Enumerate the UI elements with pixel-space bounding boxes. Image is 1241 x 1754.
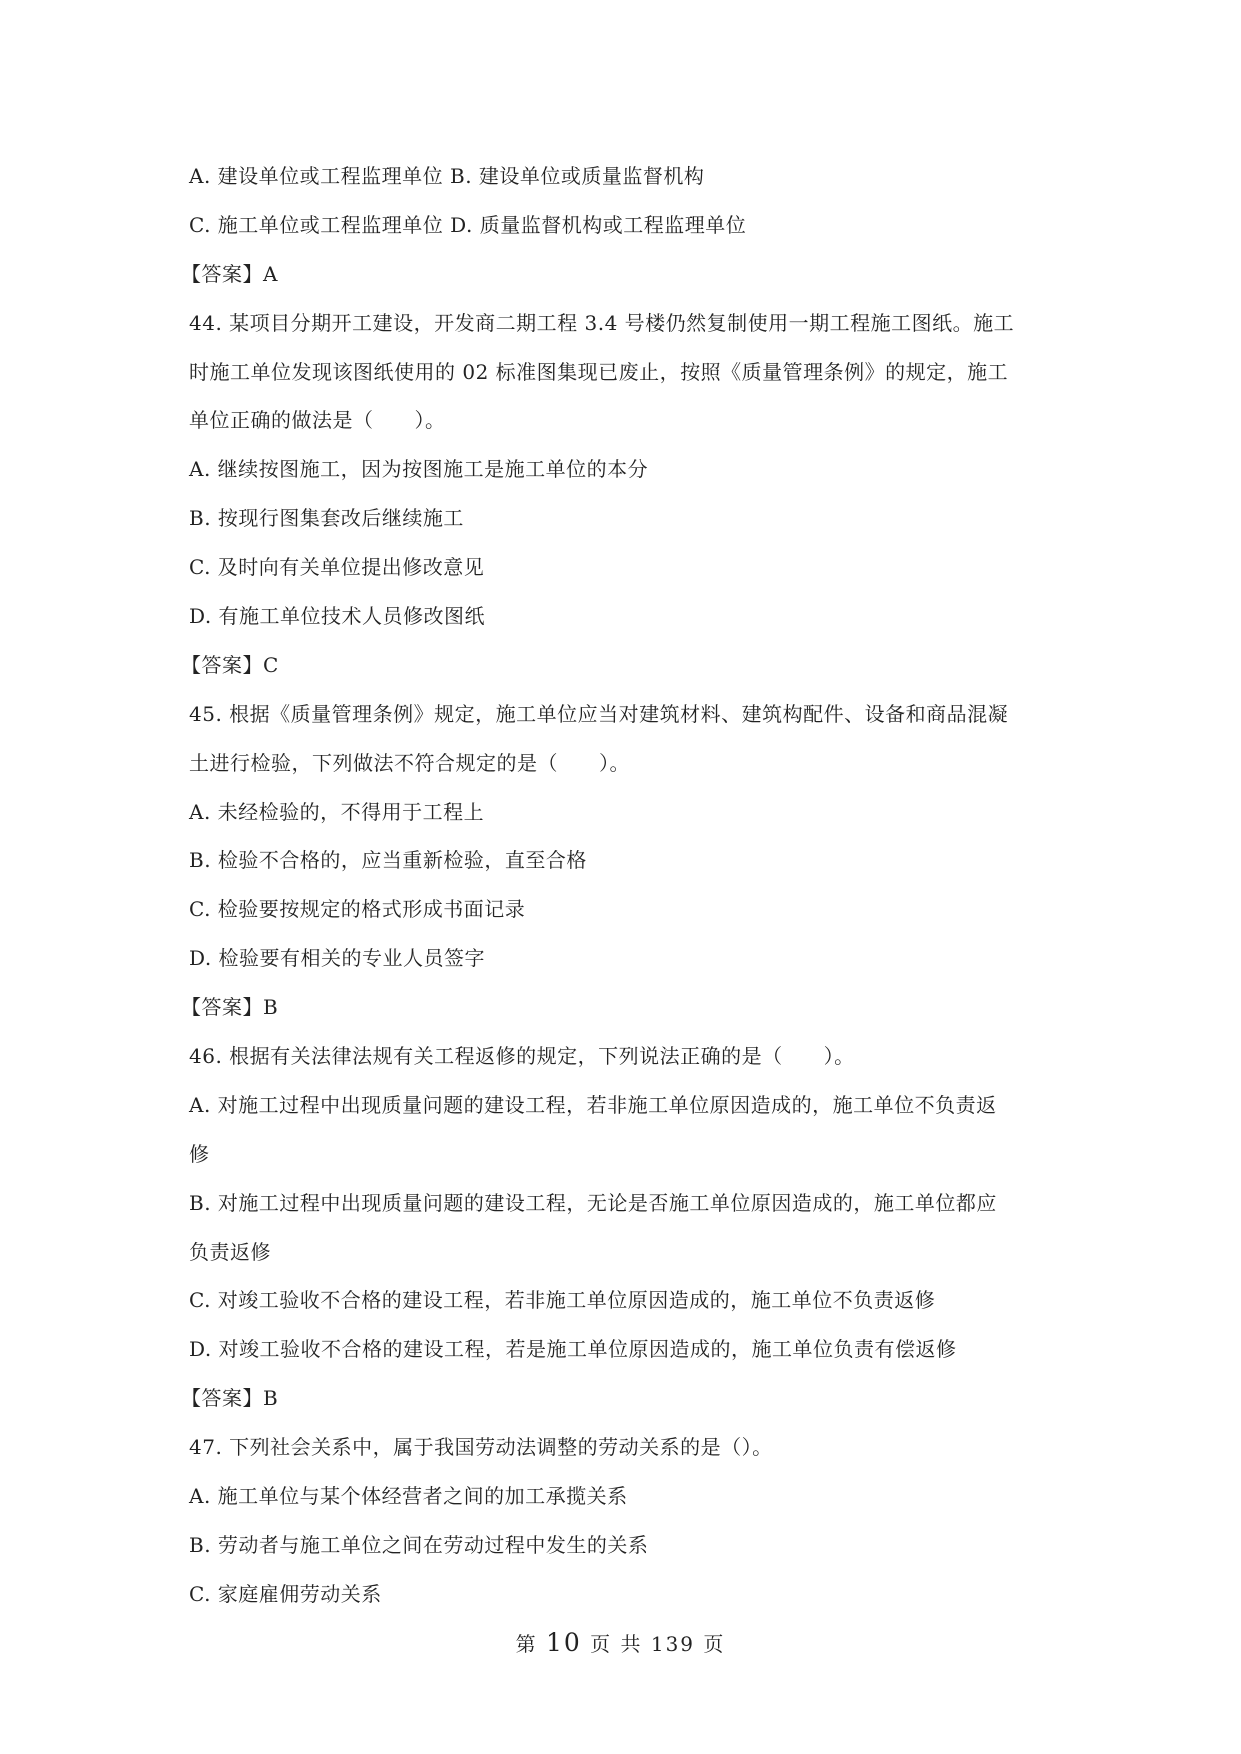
question-line: 47. 下列社会关系中，属于我国劳动法调整的劳动关系的是（）。 [189, 1435, 773, 1460]
answer-line: 【答案】B [181, 1386, 279, 1411]
page-footer [0, 1628, 1241, 1657]
option-line: C. 施工单位或工程监理单位 D. 质量监督机构或工程监理单位 [189, 212, 747, 237]
option-line: B. 检验不合格的，应当重新检验，直至合格 [189, 848, 587, 873]
option-line: D. 有施工单位技术人员修改图纸 [189, 604, 486, 629]
question-line: 44. 某项目分期开工建设，开发商二期工程 3.4 号楼仍然复制使用一期工程施工图纸。施工 [189, 310, 1015, 335]
option-line: A. 未经检验的，不得用于工程上 [189, 799, 485, 824]
option-line: A. 继续按图施工，因为按图施工是施工单位的本分 [189, 457, 649, 482]
option-line: C. 家庭雇佣劳动关系 [189, 1581, 382, 1606]
page-content [181, 152, 1069, 1619]
answer-line: 【答案】C [181, 652, 279, 677]
answer-line: 【答案】A [181, 261, 278, 286]
footer-prefix: 第 [515, 1632, 538, 1656]
option-line: C. 及时向有关单位提出修改意见 [189, 555, 485, 580]
question-line: 46. 根据有关法律法规有关工程返修的规定，下列说法正确的是（ ）。 [189, 1044, 855, 1069]
total-page-count: 139 [650, 1632, 696, 1656]
option-line: A. 施工单位与某个体经营者之间的加工承揽关系 [189, 1484, 628, 1509]
option-line: C. 对竣工验收不合格的建设工程，若非施工单位原因造成的，施工单位不负责返修 [189, 1288, 936, 1313]
option-line: B. 对施工过程中出现质量问题的建设工程，无论是否施工单位原因造成的，施工单位都应 [189, 1190, 997, 1215]
current-page-number: 10 [545, 1628, 582, 1657]
option-line: C. 检验要按规定的格式形成书面记录 [189, 897, 526, 922]
question-line: 土进行检验，下列做法不符合规定的是（ ）。 [189, 750, 630, 775]
footer-suffix: 页 [703, 1632, 726, 1656]
answer-line: 【答案】B [181, 995, 279, 1020]
option-line: A. 建设单位或工程监理单位 B. 建设单位或质量监督机构 [189, 164, 705, 188]
option-line: D. 对竣工验收不合格的建设工程，若是施工单位原因造成的，施工单位负责有偿返修 [189, 1337, 957, 1362]
option-line: B. 劳动者与施工单位之间在劳动过程中发生的关系 [189, 1532, 649, 1557]
question-line: 时施工单位发现该图纸使用的 02 标准图集现已废止，按照《质量管理条例》的规定，施工 [189, 359, 1009, 384]
option-line: 修 [189, 1141, 210, 1166]
option-line: D. 检验要有相关的专业人员签字 [189, 946, 486, 971]
option-line: B. 按现行图集套改后继续施工 [189, 506, 464, 531]
question-line: 单位正确的做法是（ ）。 [189, 408, 446, 433]
option-line: A. 对施工过程中出现质量问题的建设工程，若非施工单位原因造成的，施工单位不负责返 [189, 1092, 997, 1117]
question-line: 45. 根据《质量管理条例》规定，施工单位应当对建筑材料、建筑构配件、设备和商品混凝 [189, 701, 1009, 726]
footer-middle: 页 共 [590, 1632, 643, 1656]
option-line: 负责返修 [189, 1239, 271, 1264]
